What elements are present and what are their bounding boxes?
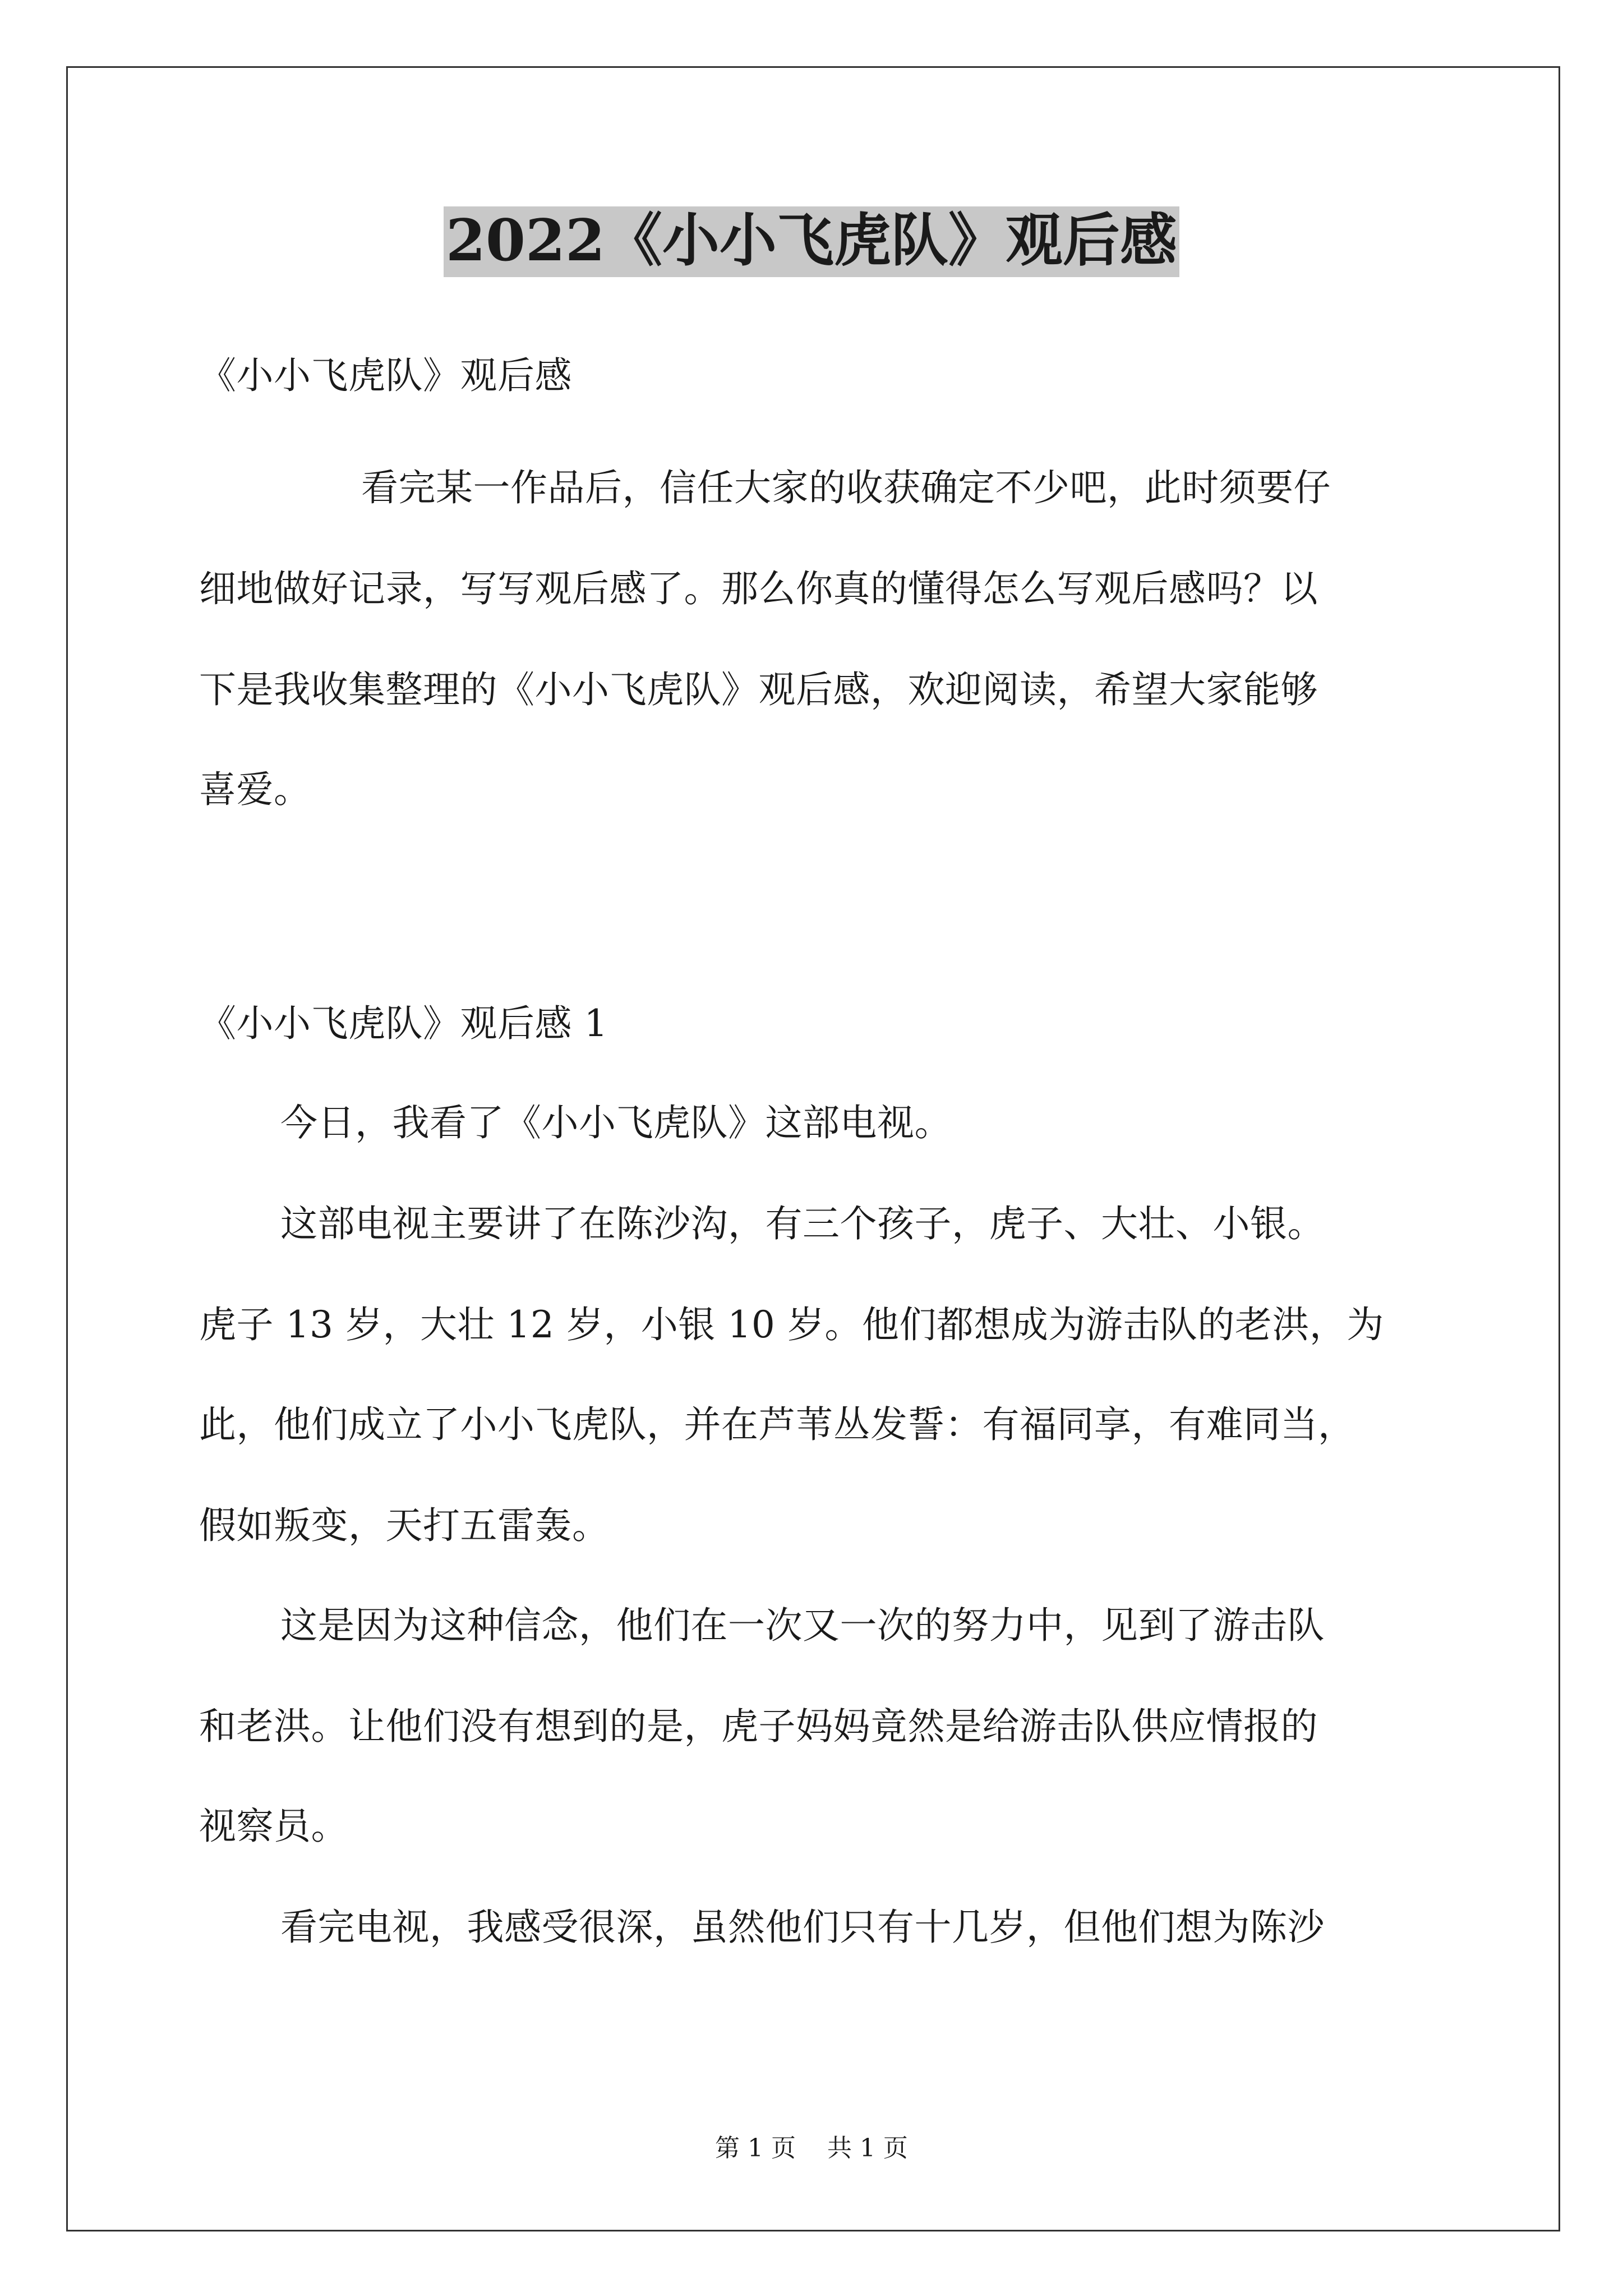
intro-line-1: 看完某一作品后，信任大家的收获确定不少吧，此时须要仔 bbox=[361, 466, 1331, 509]
intro-line-3: 下是我收集整理的《小小飞虎队》观后感，欢迎阅读，希望大家能够 bbox=[199, 668, 1318, 711]
subtitle: 《小小飞虎队》观后感 bbox=[199, 354, 572, 397]
document-title bbox=[0, 206, 1623, 277]
paragraph-1-line-1: 今日，我看了《小小飞虎队》这部电视。 bbox=[280, 1101, 952, 1144]
paragraph-2-line-1: 这部电视主要讲了在陈沙沟，有三个孩子，虎子、大壮、小银。 bbox=[280, 1202, 1325, 1245]
paragraph-4-line-1: 看完电视，我感受很深，虽然他们只有十几岁，但他们想为陈沙 bbox=[280, 1906, 1325, 1949]
intro-line-4: 喜爱。 bbox=[199, 768, 311, 811]
paragraph-2-line-4: 假如叛变，天打五雷轰。 bbox=[199, 1504, 610, 1547]
paragraph-2-line-2: 虎子 13 岁，大壮 12 岁，小银 10 岁。他们都想成为游击队的老洪，为 bbox=[199, 1303, 1384, 1346]
intro-line-2: 细地做好记录，写写观后感了。那么你真的懂得怎么写观后感吗？以 bbox=[199, 567, 1318, 610]
section-heading: 《小小飞虎队》观后感 1 bbox=[199, 1002, 608, 1045]
paragraph-2-line-3: 此，他们成立了小小飞虎队，并在芦苇丛发誓：有福同享，有难同当， bbox=[199, 1403, 1355, 1446]
paragraph-3-line-1: 这是因为这种信念，他们在一次又一次的努力中，见到了游击队 bbox=[280, 1604, 1325, 1647]
page-footer: 第 1 页 共 1 页 bbox=[715, 2134, 908, 2162]
paragraph-3-line-2: 和老洪。让他们没有想到的是，虎子妈妈竟然是给游击队供应情报的 bbox=[199, 1705, 1318, 1748]
paragraph-3-line-3: 视察员。 bbox=[199, 1805, 348, 1848]
document-title-text: 2022《小小飞虎队》观后感 bbox=[444, 206, 1179, 277]
